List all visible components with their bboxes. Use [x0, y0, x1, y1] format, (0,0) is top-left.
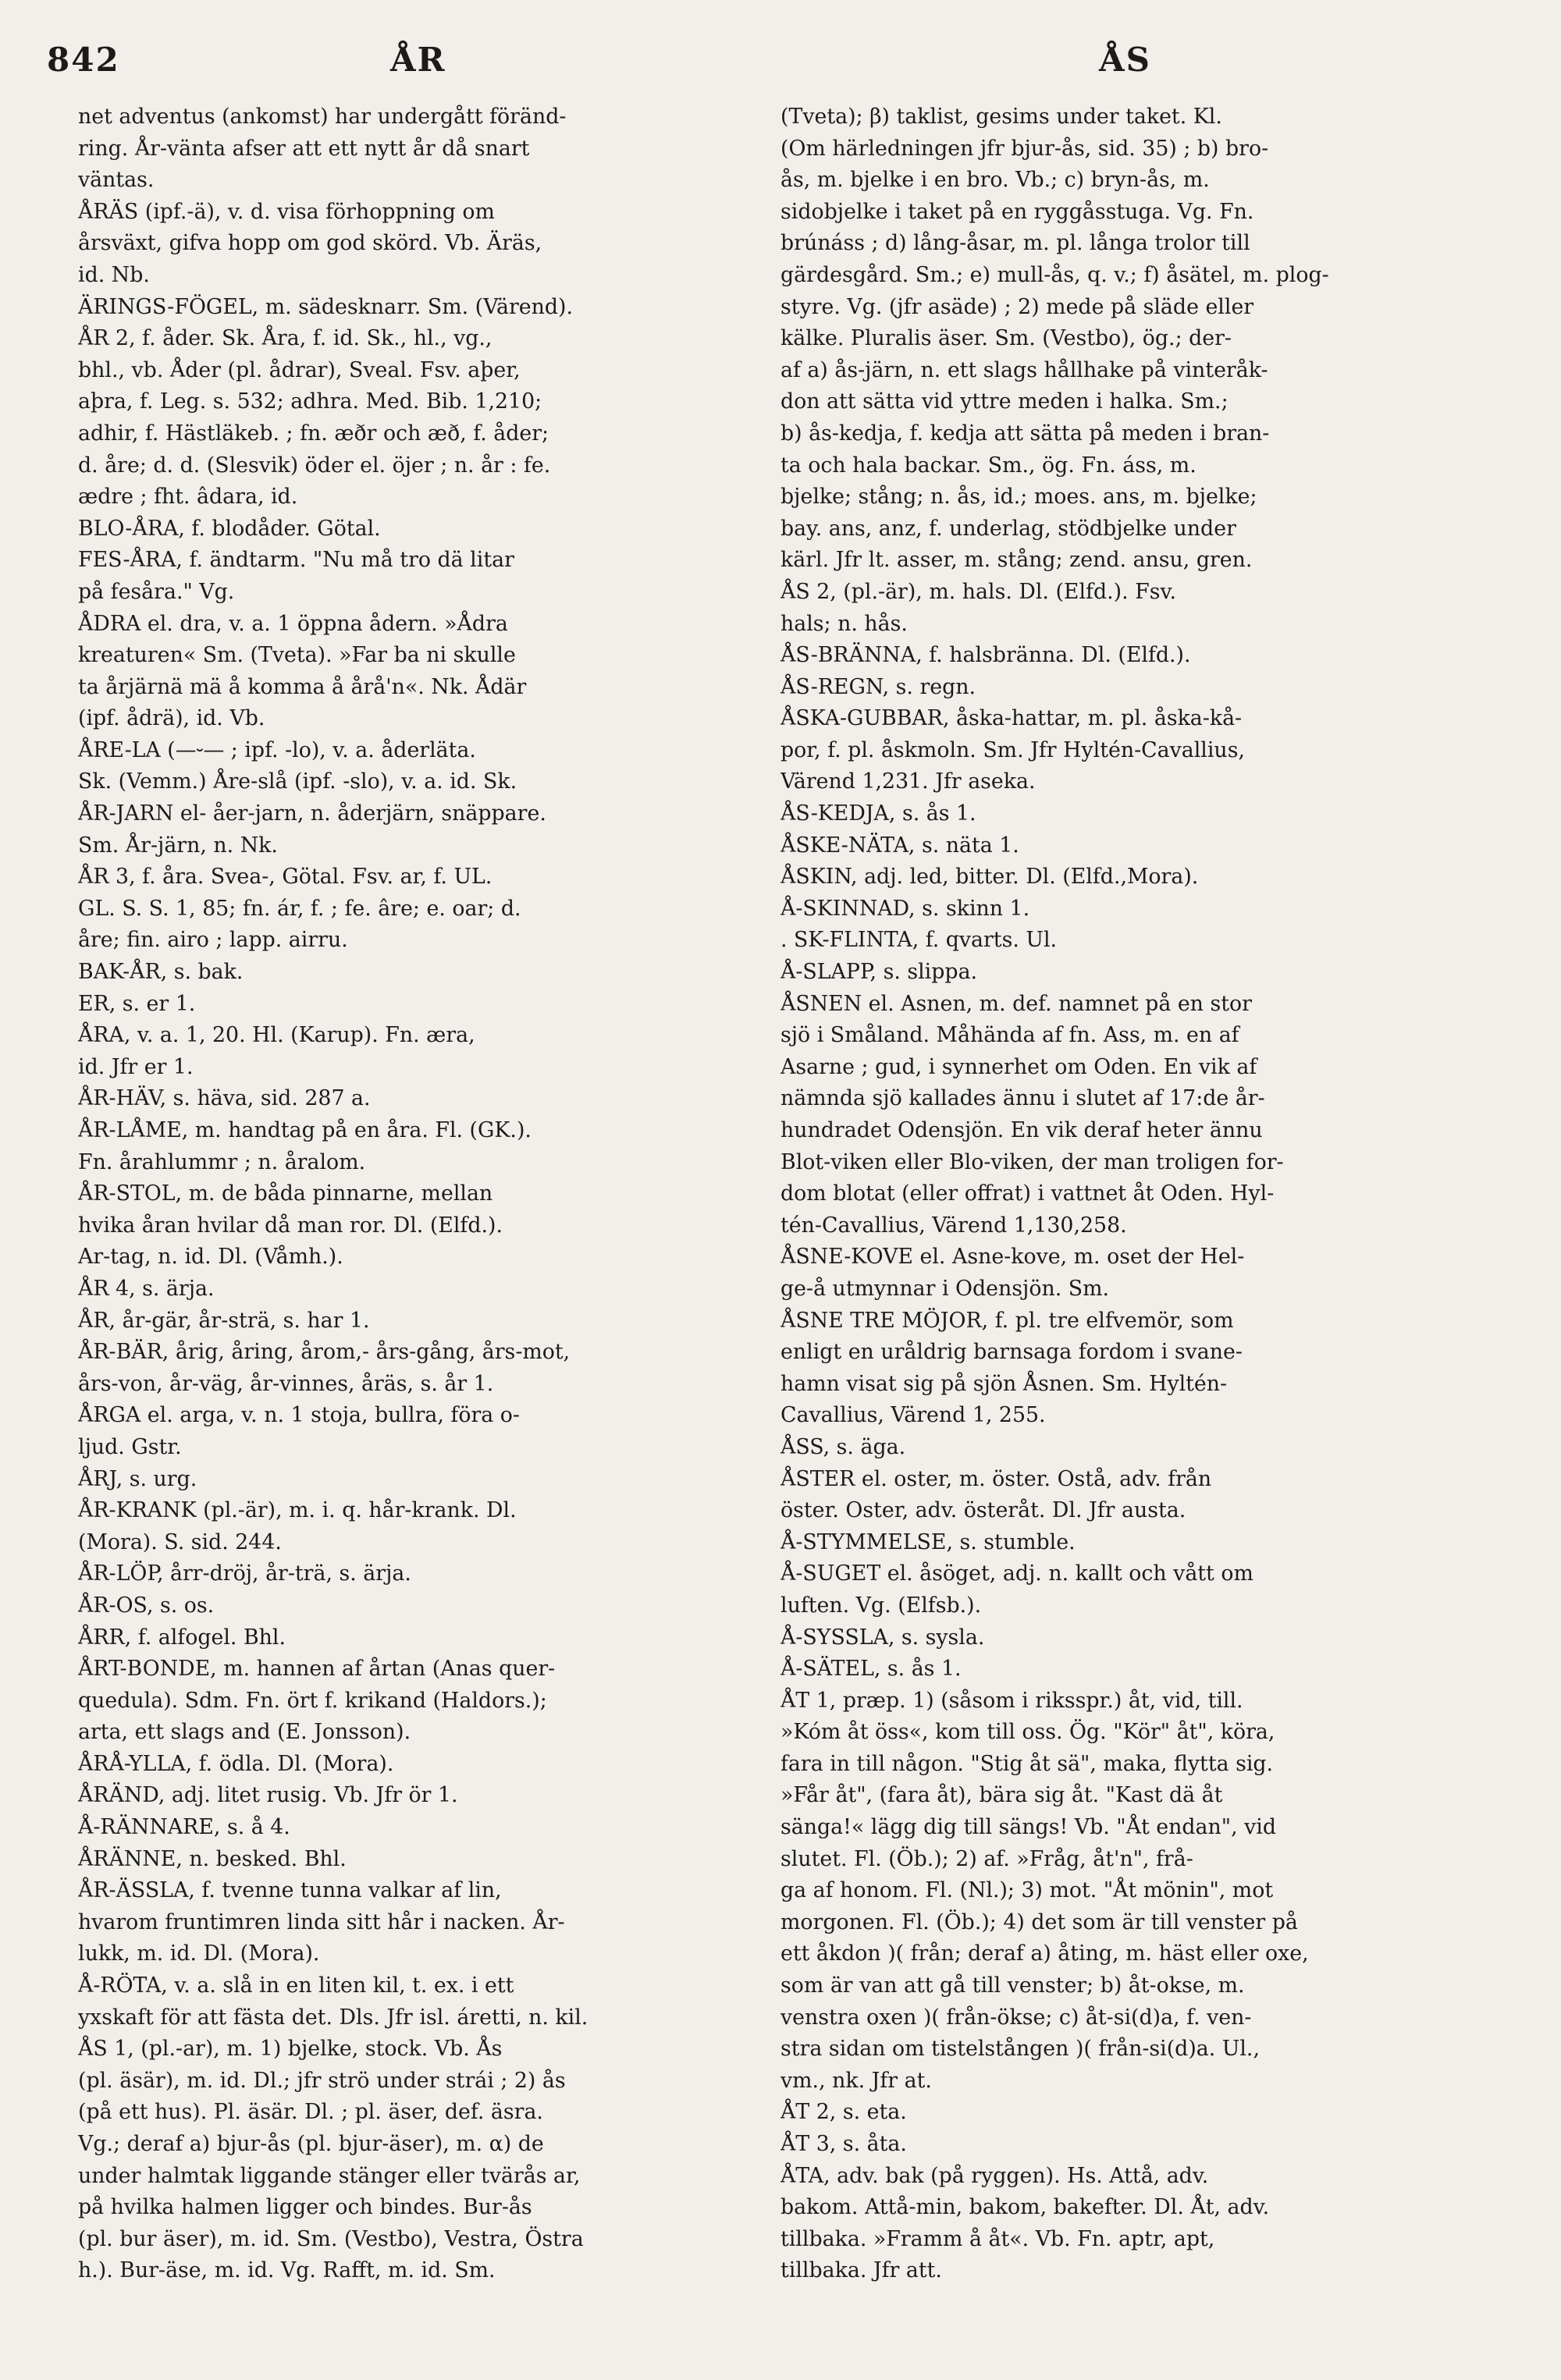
text-line: kälke. Pluralis äser. Sm. (Vestbo), ög.; der- [780, 326, 1232, 351]
text-line: ÅRÄS (ipf.-ä), v. d. visa förhoppning om [78, 199, 495, 224]
page-number: 842 [47, 41, 120, 79]
text-line: bakom. Attå-min, bakom, bakefter. Dl. Åt, adv. [780, 2195, 1270, 2220]
text-line: ÅRÄNNE, n. besked. Bhl. [78, 1846, 347, 1871]
text-line: ring. År-vänta afser att ett nytt år då snart [78, 136, 530, 161]
text-line: Asarne ; gud, i synnerhet om Oden. En vik af [780, 1054, 1257, 1079]
text-line: vm., nk. Jfr at. [780, 2068, 932, 2093]
text-line: h.). Bur-äse, m. id. Vg. Rafft, m. id. Sm. [78, 2258, 496, 2283]
text-line: på hvilka halmen ligger och bindes. Bur-ås [78, 2195, 532, 2220]
text-line: ÅSNE TRE MÖJOR, f. pl. tre elfvemör, som [780, 1308, 1234, 1333]
text-line: af a) ås-järn, n. ett slags hållhake på vinteråk- [780, 357, 1268, 382]
text-line: Blot-viken eller Blo-viken, der man troligen for- [780, 1149, 1284, 1174]
text-line: bjelke; stång; n. ås, id.; moes. ans, m. bjelke; [780, 485, 1257, 510]
text-line: bhl., vb. Åder (pl. ådrar), Sveal. Fsv. aþer, [78, 357, 521, 382]
text-line: ÅRJ, s. urg. [78, 1466, 197, 1491]
text-line: hals; n. hås. [780, 611, 908, 636]
text-line: BLO-ÅRA, f. blodåder. Götal. [78, 516, 381, 541]
text-line: brúnáss ; d) lång-åsar, m. pl. långa trolor till [780, 231, 1250, 256]
text-line: (ipf. ådrä), id. Vb. [78, 706, 265, 731]
text-line: ÅR, år-gär, år-strä, s. har 1. [78, 1308, 370, 1333]
right-headword: ÅS [1099, 41, 1151, 79]
text-line: venstra oxen )( från-ökse; c) åt-si(d)a, f. ven- [780, 2005, 1252, 2030]
text-line: (Om härledningen jfr bjur-ås, sid. 35) ; b) bro- [780, 136, 1269, 161]
text-line: (Tveta); β) taklist, gesims under taket. Kl. [780, 105, 1222, 129]
text-line: ÅR 3, f. åra. Svea-, Götal. Fsv. ar, f. UL. [78, 865, 492, 890]
text-line: ÅR-BÄR, årig, åring, årom,- års-gång, års-mot, [78, 1340, 571, 1365]
text-line: ÅSNEN el. Asnen, m. def. namnet på en stor [780, 991, 1252, 1016]
text-line: ÅT 1, præp. 1) (såsom i riksspr.) åt, vid, till. [780, 1688, 1243, 1713]
text-line: ÅR-KRANK (pl.-är), m. i. q. hår-krank. Dl. [78, 1498, 517, 1523]
text-line: ÅDRA el. dra, v. a. 1 öppna ådern. »Ådra [78, 611, 508, 636]
text-line: (pl. äsär), m. id. Dl.; jfr strö under strái ; 2) ås [78, 2068, 566, 2093]
text-line: ÅR-LÖP, årr-dröj, år-trä, s. ärja. [78, 1561, 411, 1586]
text-line: lukk, m. id. Dl. (Mora). [78, 1941, 320, 1966]
text-line: ER, s. er 1. [78, 991, 196, 1016]
text-line: ÅS-REGN, s. regn. [780, 674, 976, 699]
text-line: ÅT 2, s. eta. [780, 2100, 907, 2125]
text-line: Värend 1,231. Jfr aseka. [780, 769, 1036, 794]
text-line: ga af honom. Fl. (Nl.); 3) mot. "Åt mönin", mot [780, 1878, 1274, 1903]
text-line: tillbaka. Jfr att. [780, 2258, 942, 2283]
text-line: som är van att gå till venster; b) åt-okse, m. [780, 1973, 1245, 1998]
text-line: under halmtak liggande stänger eller tvärås ar, [78, 2163, 581, 2188]
text-line: aþra, f. Leg. s. 532; adhra. Med. Bib. 1,210; [78, 389, 542, 414]
text-line: nämnda sjö kallades ännu i slutet af 17:de år- [780, 1086, 1265, 1111]
text-line: ÅS-KEDJA, s. ås 1. [780, 801, 976, 826]
text-line: ta årjärnä mä å komma å årå'n«. Nk. Ådär [78, 674, 527, 699]
text-line: tillbaka. »Framm å åt«. Vb. Fn. aptr, apt, [780, 2226, 1215, 2251]
text-line: bay. ans, anz, f. underlag, stödbjelke under [780, 516, 1236, 541]
text-line: adhir, f. Hästläkeb. ; fn. æðr och æð, f. åder; [78, 421, 549, 446]
text-line: . SK-FLINTA, f. qvarts. Ul. [780, 928, 1058, 953]
text-line: FES-ÅRA, f. ändtarm. "Nu må tro dä litar [78, 548, 514, 573]
text-line: ÅS-BRÄNNA, f. halsbränna. Dl. (Elfd.). [780, 643, 1191, 668]
text-line: hvika åran hvilar då man ror. Dl. (Elfd.). [78, 1213, 503, 1238]
text-line: Ar-tag, n. id. Dl. (Våmh.). [78, 1245, 343, 1270]
text-line: ta och hala backar. Sm., ög. Fn. áss, m. [780, 453, 1197, 478]
left-column [78, 101, 751, 2287]
text-line: Sm. År-järn, n. Nk. [78, 833, 278, 858]
text-line: ÅRT-BONDE, m. hannen af årtan (Anas quer- [78, 1657, 556, 1682]
text-line: Å-RÄNNARE, s. å 4. [78, 1815, 290, 1840]
text-line: dom blotat (eller offrat) i vattnet åt Oden. Hyl- [780, 1181, 1275, 1206]
text-line: ge-å utmynnar i Odensjön. Sm. [780, 1276, 1110, 1301]
text-line: ÅSTER el. oster, m. öster. Ostå, adv. från [780, 1466, 1212, 1491]
text-line: Cavallius, Värend 1, 255. [780, 1403, 1046, 1428]
text-line: ÅRGA el. arga, v. n. 1 stoja, bullra, föra o- [78, 1403, 520, 1428]
text-line: BAK-ÅR, s. bak. [78, 960, 244, 985]
text-line: ås, m. bjelke i en bro. Vb.; c) bryn-ås, m. [780, 168, 1210, 193]
text-line: Vg.; deraf a) bjur-ås (pl. bjur-äser), m. α) de [78, 2132, 544, 2156]
text-line: ett åkdon )( från; deraf a) åting, m. häst eller oxe, [780, 1941, 1309, 1966]
text-line: id. Jfr er 1. [78, 1054, 194, 1079]
text-line: ÅS 1, (pl.-ar), m. 1) bjelke, stock. Vb. Ås [78, 2037, 503, 2062]
text-line: Sk. (Vemm.) Åre-slå (ipf. -slo), v. a. id. Sk. [78, 769, 517, 794]
text-line: luften. Vg. (Elfsb.). [780, 1593, 982, 1618]
text-line: hamn visat sig på sjön Åsnen. Sm. Hyltén- [780, 1371, 1228, 1396]
text-line: väntas. [78, 168, 155, 193]
text-line: åre; fin. airo ; lapp. airru. [78, 928, 348, 953]
text-line: yxskaft för att fästa det. Dls. Jfr isl. áretti, n. kil. [78, 2005, 588, 2030]
text-line: ÅRÅ-YLLA, f. ödla. Dl. (Mora). [78, 1751, 394, 1776]
text-line: ÅR-ÄSSLA, f. tvenne tunna valkar af lin, [78, 1878, 502, 1903]
text-line: sidobjelke i taket på en ryggåsstuga. Vg. Fn. [780, 199, 1254, 224]
text-line: ÅR-JARN el- åer-jarn, n. åderjärn, snäppare. [78, 801, 546, 826]
text-line: stra sidan om tistelstången )( från-si(d)a. Ul., [780, 2037, 1260, 2062]
text-line: gärdesgård. Sm.; e) mull-ås, q. v.; f) åsätel, m. plog- [780, 262, 1329, 287]
right-column [780, 101, 1495, 2287]
text-line: ÅRE-LA (—⏑— ; ipf. -lo), v. a. åderläta. [78, 737, 476, 762]
text-line: »Får åt", (fara åt), bära sig åt. "Kast dä åt [780, 1783, 1223, 1808]
text-line: b) ås-kedja, f. kedja att sätta på meden i bran- [780, 421, 1270, 446]
text-line: enligt en uråldrig barnsaga fordom i svane- [780, 1340, 1243, 1365]
text-line: Å-SKINNAD, s. skinn 1. [780, 896, 1030, 921]
text-line: kreaturen« Sm. (Tveta). »Far ba ni skulle [78, 643, 516, 668]
text-line: Å-SYSSLA, s. sysla. [780, 1625, 985, 1650]
text-line: hvarom fruntimren linda sitt hår i nacken. År- [78, 1909, 565, 1934]
text-line: kärl. Jfr lt. asser, m. stång; zend. ansu, gren. [780, 548, 1253, 573]
text-line: slutet. Fl. (Öb.); 2) af. »Fråg, åt'n", frå- [780, 1846, 1193, 1871]
text-line: (Mora). S. sid. 244. [78, 1529, 282, 1554]
text-line: Å-SÄTEL, s. ås 1. [780, 1657, 962, 1682]
text-line: ÅRR, f. alfogel. Bhl. [78, 1625, 286, 1650]
text-line: (pl. bur äser), m. id. Sm. (Vestbo), Vestra, Östra [78, 2226, 584, 2251]
text-line: Fn. årahlummr ; n. åralom. [78, 1149, 366, 1174]
text-line: hundradet Odensjön. En vik deraf heter ännu [780, 1118, 1263, 1142]
text-line: por, f. pl. åskmoln. Sm. Jfr Hyltén-Cavallius, [780, 737, 1245, 762]
text-line: ÄRINGS-FÖGEL, m. sädesknarr. Sm. (Värend). [78, 294, 574, 319]
text-line: öster. Oster, adv. österåt. Dl. Jfr austa. [780, 1498, 1186, 1523]
text-line: ÅR 2, f. åder. Sk. Åra, f. id. Sk., hl., vg., [78, 326, 492, 351]
text-line: GL. S. S. 1, 85; fn. ár, f. ; fe. âre; e. oar; d. [78, 896, 521, 921]
text-line: ÅSKIN, adj. led, bitter. Dl. (Elfd.,Mora). [780, 865, 1199, 890]
text-line: ÅRÄND, adj. litet rusig. Vb. Jfr ör 1. [78, 1783, 458, 1808]
text-line: ÅR-STOL, m. de båda pinnarne, mellan [78, 1181, 493, 1206]
text-line: årsväxt, gifva hopp om god skörd. Vb. Äräs, [78, 231, 542, 256]
text-line: d. åre; d. d. (Slesvik) öder el. öjer ; n. år : fe. [78, 453, 551, 478]
text-line: don att sätta vid yttre meden i halka. Sm.; [780, 389, 1229, 414]
text-line: på fesåra." Vg. [78, 579, 235, 604]
text-line: net adventus (ankomst) har undergått föränd- [78, 105, 567, 129]
text-line: »Kóm åt öss«, kom till oss. Ög. "Kör" åt", köra, [780, 1720, 1275, 1745]
text-line: Å-SLAPP, s. slippa. [780, 960, 978, 985]
text-line: ÅR 4, s. ärja. [78, 1276, 215, 1301]
text-line: id. Nb. [78, 262, 150, 287]
text-line: Å-RÖTA, v. a. slå in en liten kil, t. ex. i ett [78, 1973, 514, 1998]
text-line: ÅSS, s. äga. [780, 1434, 906, 1459]
text-line: Å-SUGET el. åsöget, adj. n. kallt och vått om [780, 1561, 1253, 1586]
text-line: tén-Cavallius, Värend 1,130,258. [780, 1213, 1127, 1238]
text-line: ÅR-HÄV, s. häva, sid. 287 a. [78, 1086, 371, 1111]
text-line: ÅRA, v. a. 1, 20. Hl. (Karup). Fn. æra, [78, 1023, 475, 1048]
text-line: ÅSKA-GUBBAR, åska-hattar, m. pl. åska-kå- [780, 706, 1243, 731]
text-line: ÅS 2, (pl.-är), m. hals. Dl. (Elfd.). Fsv. [780, 579, 1176, 604]
text-line: ÅSKE-NÄTA, s. näta 1. [780, 833, 1019, 858]
text-line: ædre ; fht. âdara, id. [78, 485, 298, 510]
text-line: sänga!« lägg dig till sängs! Vb. "Åt endan", vid [780, 1815, 1276, 1840]
text-line: arta, ett slags and (E. Jonsson). [78, 1720, 411, 1745]
text-line: sjö i Småland. Måhända af fn. Ass, m. en af [780, 1023, 1239, 1048]
text-line: års-von, år-väg, år-vinnes, åräs, s. år 1. [78, 1371, 494, 1396]
text-line: (på ett hus). Pl. äsär. Dl. ; pl. äser, def. äsra. [78, 2100, 543, 2125]
text-line: ÅR-OS, s. os. [78, 1593, 215, 1618]
text-line: ÅSNE-KOVE el. Asne-kove, m. oset der Hel- [780, 1245, 1245, 1270]
text-line: ljud. Gstr. [78, 1434, 182, 1459]
text-line: morgonen. Fl. (Öb.); 4) det som är till venster på [780, 1909, 1298, 1934]
left-headword: ÅR [390, 41, 446, 79]
text-line: fara in till någon. "Stig åt sä", maka, flytta sig. [780, 1751, 1274, 1776]
text-line: ÅTA, adv. bak (på ryggen). Hs. Attå, adv. [780, 2163, 1209, 2188]
text-line: ÅR-LÅME, m. handtag på en åra. Fl. (GK.). [78, 1118, 532, 1142]
text-line: styre. Vg. (jfr asäde) ; 2) mede på släde eller [780, 294, 1254, 319]
text-line: Å-STYMMELSE, s. stumble. [780, 1529, 1076, 1554]
text-line: quedula). Sdm. Fn. ört f. krikand (Haldors.); [78, 1688, 547, 1713]
text-line: ÅT 3, s. åta. [780, 2132, 907, 2156]
